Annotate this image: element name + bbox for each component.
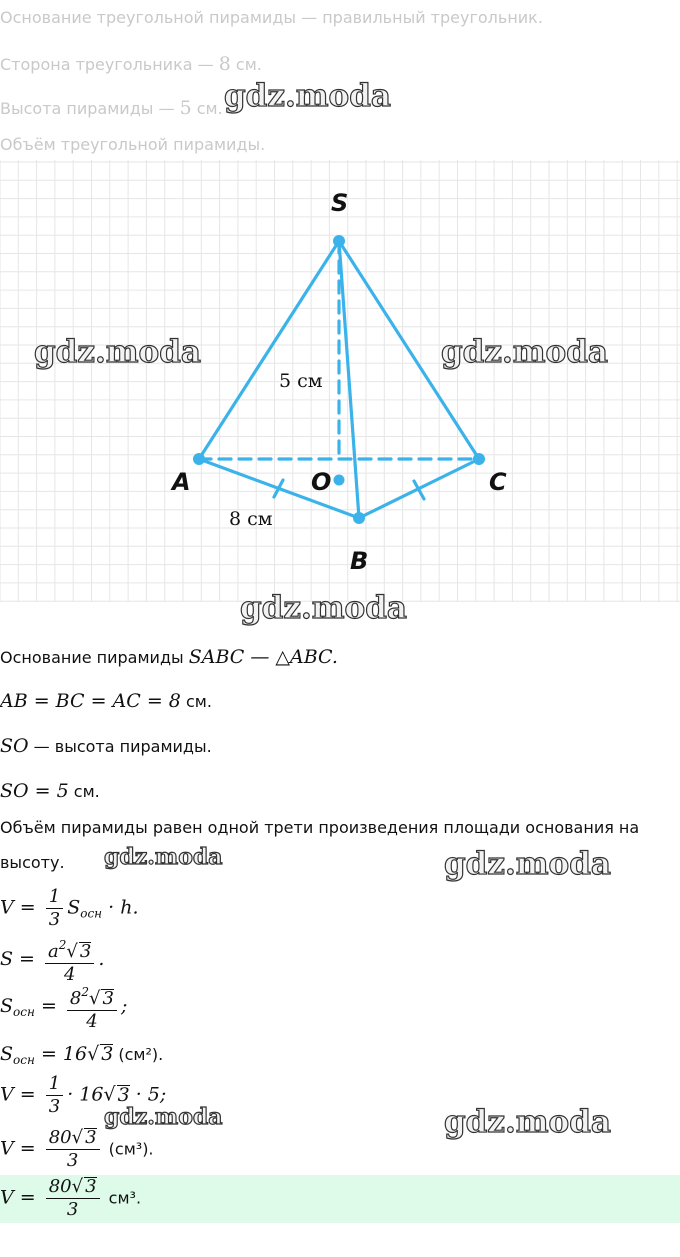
f6-den: 3 <box>66 1150 79 1171</box>
f2-num <box>45 934 94 964</box>
f2-den: 4 <box>63 964 76 985</box>
formula-volume <box>0 886 138 931</box>
f6-lhs: V = <box>0 1137 36 1160</box>
so-value-math: SO = 5 <box>0 780 69 802</box>
point-a <box>193 453 205 465</box>
solution-line-rule-b: высоту. <box>0 853 65 872</box>
f5-root: 3 <box>117 1083 130 1106</box>
f6-num <box>46 1127 100 1150</box>
f2-num-sup: 2 <box>58 938 67 952</box>
f6-num-a: 80 <box>48 1127 72 1148</box>
f4-unit: (см²). <box>113 1045 164 1064</box>
f5-den: 3 <box>48 1096 61 1117</box>
f7-unit: см³. <box>103 1188 142 1208</box>
point-s <box>333 235 345 247</box>
f3-eq: = <box>40 995 57 1017</box>
watermark: gdz.moda <box>104 844 223 870</box>
formula-answer <box>0 1176 141 1221</box>
formula-area <box>0 934 104 986</box>
watermark: gdz.moda <box>224 78 391 114</box>
label-s: S <box>331 189 349 217</box>
f1-tail: · h. <box>108 896 139 919</box>
solution-line-base <box>0 646 338 668</box>
f3-num-sup: 2 <box>81 985 89 999</box>
height-value: 5 <box>179 97 192 119</box>
pyramid-figure <box>0 160 680 602</box>
f4-sub: осн <box>13 1053 35 1067</box>
side-value: 8 <box>218 53 231 75</box>
label-side: 8 см <box>229 508 273 530</box>
f6-unit: (см³). <box>103 1139 154 1159</box>
f7-num-a: 80 <box>48 1176 72 1197</box>
base-math: SABC — △ABC. <box>188 646 338 668</box>
so-text: — высота пирамиды. <box>28 737 212 756</box>
f4-lhs: S <box>0 1043 14 1065</box>
f7-num <box>46 1176 100 1199</box>
label-c: C <box>489 468 507 496</box>
f1-lhs: V = <box>0 896 36 919</box>
f1-s: S <box>67 896 81 919</box>
f7-lhs: V = <box>0 1186 36 1209</box>
sqrt-symbol: √ <box>71 1127 84 1148</box>
label-b: B <box>350 547 369 575</box>
f1-sub: осн <box>80 906 103 921</box>
sqrt-symbol: √ <box>103 1083 116 1106</box>
watermark: gdz.moda <box>444 846 611 882</box>
f2-fraction <box>45 934 94 986</box>
f5-fraction <box>46 1073 63 1118</box>
solution-line-rule-a: Объём пирамиды равен одной трети произведения площади основания на <box>0 818 640 837</box>
f2-root: 3 <box>79 941 92 962</box>
problem-line-base: Основание треугольной пирамиды — правильный треугольник. <box>0 8 543 27</box>
f3-sub: осн <box>13 1005 35 1019</box>
side-unit: см. <box>230 55 262 74</box>
sqrt-symbol: √ <box>71 1176 84 1197</box>
f4-eq: = 16 <box>40 1043 88 1065</box>
solution-line-sides <box>0 690 212 712</box>
height-unit: см. <box>191 99 223 118</box>
f2-num-a: a <box>48 941 59 962</box>
f6-root: 3 <box>85 1127 97 1148</box>
f1-fraction <box>46 886 63 931</box>
f5-mid: · 16 <box>67 1083 104 1106</box>
problem-line-task: Объём треугольной пирамиды. <box>0 135 266 154</box>
f1-num: 1 <box>46 886 63 909</box>
sides-unit: см. <box>180 692 212 711</box>
f3-den: 4 <box>86 1011 98 1032</box>
problem-line-side <box>0 53 262 75</box>
f5-lhs: V = <box>0 1083 36 1106</box>
watermark: gdz.moda <box>444 1104 611 1140</box>
formula-area-result <box>0 1043 163 1067</box>
formula-area-substituted <box>0 981 127 1033</box>
sides-math: AB = BC = AC = 8 <box>0 690 181 712</box>
height-text: Высота пирамиды — <box>0 99 180 118</box>
label-a: A <box>172 468 191 496</box>
f3-num-a: 8 <box>69 988 82 1009</box>
f4-root: 3 <box>101 1043 114 1065</box>
sqrt-symbol: √ <box>89 988 101 1009</box>
f3-lhs: S <box>0 995 14 1017</box>
formula-volume-fraction <box>0 1127 154 1172</box>
watermark: gdz.moda <box>240 590 407 626</box>
point-b <box>353 512 365 524</box>
watermark: gdz.moda <box>104 1104 223 1130</box>
f5-num: 1 <box>46 1073 63 1096</box>
watermark: gdz.moda <box>441 334 608 370</box>
point-c <box>473 453 485 465</box>
sqrt-symbol: √ <box>66 941 78 962</box>
f7-den: 3 <box>66 1199 79 1220</box>
base-text: Основание пирамиды <box>0 648 189 667</box>
solution-line-height-def <box>0 735 212 757</box>
watermark: gdz.moda <box>34 334 201 370</box>
side-text: Сторона треугольника — <box>0 55 219 74</box>
solution-line-height-value <box>0 780 100 802</box>
label-height: 5 см <box>279 370 323 392</box>
label-o: O <box>311 468 332 496</box>
f3-tail: ; <box>120 995 128 1017</box>
f3-fraction <box>67 981 117 1033</box>
f2-tail: . <box>98 948 105 970</box>
sqrt-symbol: √ <box>87 1043 100 1065</box>
f5-tail: · 5; <box>135 1083 167 1106</box>
f6-fraction <box>46 1127 100 1172</box>
so-math: SO <box>0 735 29 757</box>
f7-root: 3 <box>85 1176 97 1197</box>
f3-root: 3 <box>102 988 114 1009</box>
f1-den: 3 <box>48 909 61 930</box>
f7-fraction <box>46 1176 100 1221</box>
so-value-unit: см. <box>68 782 100 801</box>
f2-lhs: S = <box>0 948 35 970</box>
point-o <box>334 475 345 486</box>
problem-line-height <box>0 97 223 119</box>
f3-num <box>67 981 117 1011</box>
